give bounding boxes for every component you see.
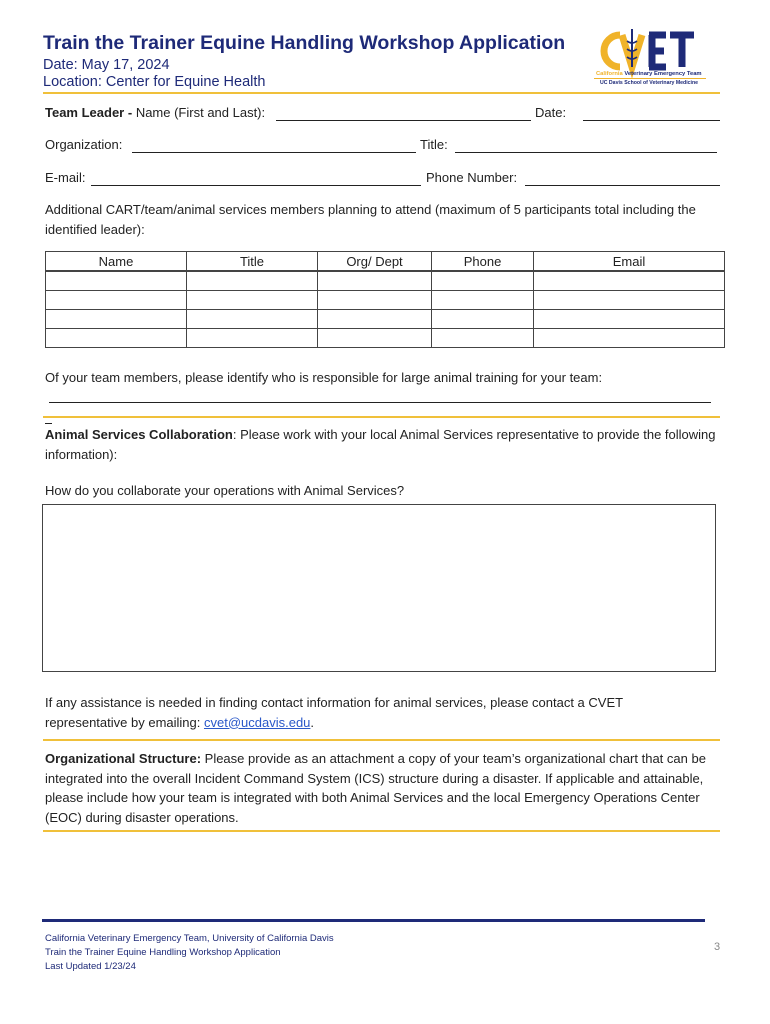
section-divider <box>43 830 720 832</box>
table-row <box>46 310 725 329</box>
collaboration-heading: Animal Services Collaboration <box>45 427 233 442</box>
col-header-name: Name <box>46 252 187 272</box>
assistance-note: If any assistance is needed in finding contact information for animal services, please contact a CVET representative by emailing: cvet@ucdavis.edu. <box>45 695 623 730</box>
cell-phone[interactable] <box>432 310 534 329</box>
date-field[interactable] <box>583 106 720 121</box>
cell-org-dept[interactable] <box>318 271 432 291</box>
collaboration-instructions: Animal Services Collaboration: Please work with your local Animal Services representative to provide the following information): <box>45 427 716 462</box>
members-table-header <box>46 252 725 272</box>
logo-tagline-a: California <box>596 71 623 77</box>
col-header-org-dept: Org/ Dept <box>318 252 432 272</box>
large-animal-answer-field[interactable] <box>49 388 711 403</box>
cvet-email-link[interactable]: cvet@ucdavis.edu <box>203 714 311 730</box>
members-table <box>45 251 725 348</box>
footer-divider <box>42 919 705 922</box>
footer-text <box>45 932 334 974</box>
section-divider <box>43 416 720 418</box>
header-divider <box>43 92 720 94</box>
cell-email[interactable] <box>534 329 725 348</box>
cell-phone[interactable] <box>432 271 534 291</box>
cell-title[interactable] <box>187 329 318 348</box>
phone-field[interactable] <box>525 171 720 186</box>
section-divider <box>43 739 720 741</box>
title-field[interactable] <box>455 138 717 153</box>
col-header-email: Email <box>534 252 725 272</box>
table-row <box>46 271 725 291</box>
footer-line-updated: Last Updated 1/23/24 <box>45 961 136 972</box>
cell-email[interactable] <box>534 291 725 310</box>
cell-name[interactable] <box>46 329 187 348</box>
phone-label: Phone Number: <box>426 170 518 185</box>
footer-line-document: Train the Trainer Equine Handling Workshop Application <box>45 947 281 958</box>
cell-phone[interactable] <box>432 291 534 310</box>
date-label: Date: <box>535 105 567 120</box>
email-field[interactable] <box>91 171 421 186</box>
organization-field[interactable] <box>132 138 416 153</box>
cell-name[interactable] <box>46 310 187 329</box>
logo-tagline-b: Veterinary Emergency Team <box>624 71 702 77</box>
additional-members-instructions: Additional CART/team/animal services members planning to attend (maximum of 5 participants total including the identified leader): <box>45 202 696 237</box>
cell-org-dept[interactable] <box>318 329 432 348</box>
logo-school: UC Davis School of Veterinary Medicine <box>600 80 699 86</box>
cell-title[interactable] <box>187 271 318 291</box>
table-row <box>46 329 725 348</box>
cell-email[interactable] <box>534 271 725 291</box>
team-leader-name-field[interactable] <box>276 106 531 121</box>
cell-org-dept[interactable] <box>318 291 432 310</box>
footer-line-organization: California Veterinary Emergency Team, University of California Davis <box>45 933 334 944</box>
large-animal-question: Of your team members, please identify who is responsible for large animal training for your team: <box>45 370 603 385</box>
cell-title[interactable] <box>187 310 318 329</box>
document-title: Train the Trainer Equine Handling Workshop Application <box>43 32 566 54</box>
col-header-phone: Phone <box>432 252 534 272</box>
page-number: 3 <box>714 941 721 953</box>
cell-email[interactable] <box>534 310 725 329</box>
title-label: Title: <box>420 137 448 152</box>
cell-name[interactable] <box>46 291 187 310</box>
email-label: E-mail: <box>45 170 86 185</box>
event-date: Date: May 17, 2024 <box>43 57 170 73</box>
collaboration-question: How do you collaborate your operations with Animal Services? <box>45 483 405 498</box>
cell-phone[interactable] <box>432 329 534 348</box>
team-leader-label: Team Leader - Name (First and Last): <box>45 105 266 120</box>
cell-org-dept[interactable] <box>318 310 432 329</box>
org-structure-heading: Organizational Structure: <box>45 751 202 766</box>
org-structure-instructions: Organizational Structure: Please provide as an attachment a copy of your team’s organizational chart that can be integrated into the overall Incident Command System (ICS) structure during a disaster. If applicable and attainable, please include how your team is integrated with both Animal Services and the local Emergency Operations Center (EOC) during disaster operations. <box>45 751 706 825</box>
col-header-title: Title <box>187 252 318 272</box>
cvet-logo <box>594 27 726 89</box>
event-location: Location: Center for Equine Health <box>43 74 266 90</box>
cell-name[interactable] <box>46 271 187 291</box>
collaboration-answer-box[interactable] <box>42 504 716 672</box>
stray-underline <box>45 423 52 424</box>
table-row <box>46 291 725 310</box>
organization-label: Organization: <box>45 137 123 152</box>
cell-title[interactable] <box>187 291 318 310</box>
